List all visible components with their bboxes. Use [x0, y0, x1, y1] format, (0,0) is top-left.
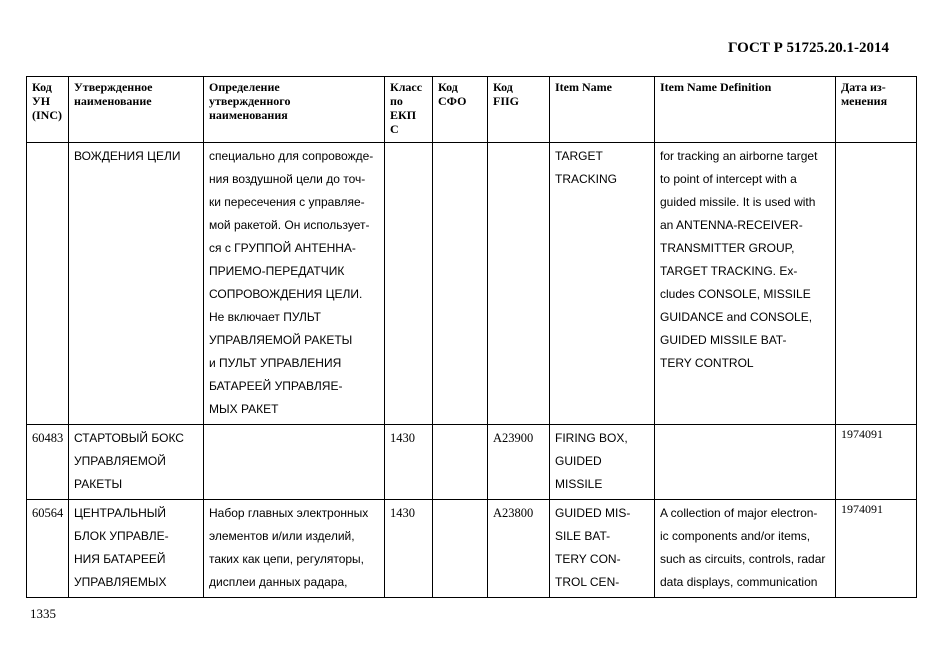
cell-item-name: GUIDED MIS- SILE BAT- TERY CON- TROL CEN- [550, 500, 655, 598]
col-header-inc: Код УН (INC) [27, 77, 69, 143]
cell-change-date: 1974091 [836, 500, 917, 598]
table-row [27, 143, 917, 425]
cell-inc [27, 143, 69, 425]
cell-sfo [433, 425, 488, 500]
cell-class: 1430 [385, 425, 433, 500]
cell-item-definition: A collection of major electron- ic components and/or items, such as circuits, controls, radar data displays, communication [655, 500, 836, 598]
col-header-item-definition: Item Name Definition [655, 77, 836, 143]
cell-fiig: A23900 [488, 425, 550, 500]
cell-item-name: TARGET TRACKING [550, 143, 655, 425]
col-header-class: Класс по ЕКП С [385, 77, 433, 143]
document-code: ГОСТ Р 51725.20.1-2014 [727, 40, 889, 56]
cell-inc: 60483 [27, 425, 69, 500]
cell-definition [204, 425, 385, 500]
col-header-item-name: Item Name [550, 77, 655, 143]
col-header-change-date: Дата из- менения [836, 77, 917, 143]
cell-inc: 60564 [27, 500, 69, 598]
cell-item-definition: for tracking an airborne target to point of intercept with a guided missile. It is used with an ANTENNA-RECEIVER- TRANSMITTER GROUP, TARGET TRACKING. Ex- cludes CONSOLE, MISSILE GUIDANCE and CONSOLE, GUIDED MISSILE BAT- TERY CONTROL [655, 143, 836, 425]
table-header-row [27, 77, 917, 143]
cell-definition: специально для сопровожде- ния воздушной цели до точ- ки пересечения с управляе- мой ракетой. Он использует- ся с ГРУППОЙ АНТЕННА- ПРИЕМО-ПЕРЕДАТЧИК СОПРОВОЖДЕНИЯ ЦЕЛИ. Не включает ПУЛЬТ УПРАВЛЯЕМОЙ РАКЕТЫ и ПУЛЬТ УПРАВЛЕНИЯ БАТАРЕЕЙ УПРАВЛЯЕ- МЫХ РАКЕТ [204, 143, 385, 425]
page-number: 1335 [30, 606, 56, 621]
col-header-sfo: Код СФО [433, 77, 488, 143]
cell-definition: Набор главных электронных элементов и/или изделий, таких как цепи, регуляторы, дисплеи данных радара, [204, 500, 385, 598]
cell-class: 1430 [385, 500, 433, 598]
col-header-approved-name: Утвержденное наименование [69, 77, 204, 143]
table-row [27, 500, 917, 598]
cell-change-date [836, 143, 917, 425]
cell-approved-name: ЦЕНТРАЛЬНЫЙ БЛОК УПРАВЛЕ- НИЯ БАТАРЕЕЙ УПРАВЛЯЕМЫХ [69, 500, 204, 598]
cell-sfo [433, 143, 488, 425]
cell-fiig [488, 143, 550, 425]
catalog-table [26, 76, 917, 598]
cell-item-definition [655, 425, 836, 500]
cell-approved-name: СТАРТОВЫЙ БОКС УПРАВЛЯЕМОЙ РАКЕТЫ [69, 425, 204, 500]
cell-item-name: FIRING BOX, GUIDED MISSILE [550, 425, 655, 500]
cell-fiig: A23800 [488, 500, 550, 598]
cell-sfo [433, 500, 488, 598]
cell-change-date: 1974091 [836, 425, 917, 500]
col-header-definition: Определение утвержденного наименования [204, 77, 385, 143]
table-row [27, 425, 917, 500]
cell-class [385, 143, 433, 425]
col-header-fiig: Код FIIG [488, 77, 550, 143]
cell-approved-name: ВОЖДЕНИЯ ЦЕЛИ [69, 143, 204, 425]
